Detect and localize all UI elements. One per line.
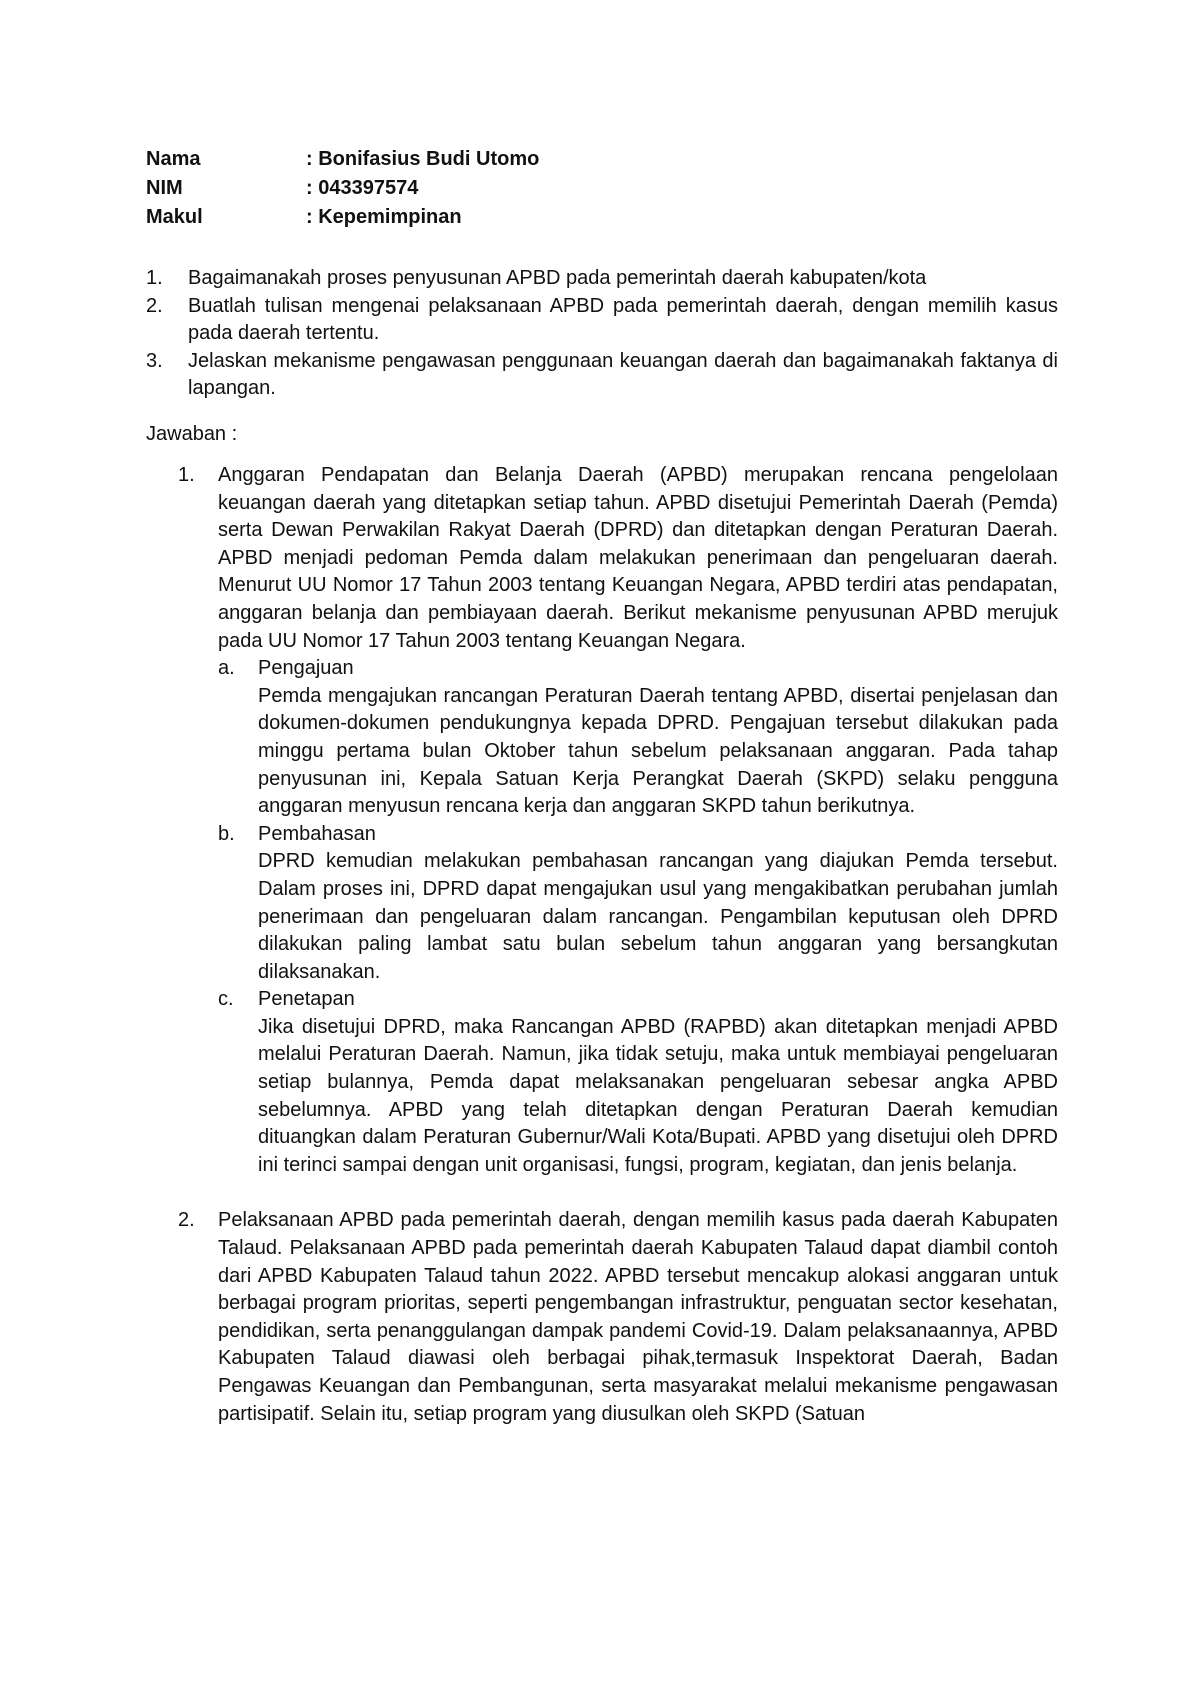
info-value: : Bonifasius Budi Utomo xyxy=(306,148,540,170)
answer-number: 2. xyxy=(178,1209,195,1232)
sub-point-text: DPRD kemudian melakukan pembahasan rancangan yang diajukan Pemda tersebut. Dalam proses ini, DPRD dapat mengajukan usul yang mengakibatkan perubahan jumlah penerimaan dan pengeluaran dalam rancangan. Pengambilan keputusan oleh DPRD dilakukan paling lambat satu bulan sebelum tahun anggaran yang bersangkutan dilaksanakan. xyxy=(258,850,1058,983)
sub-point-title: Pengajuan xyxy=(258,657,354,680)
sub-point xyxy=(218,986,1058,1179)
sub-point-body xyxy=(258,821,1058,987)
sub-point-number: c. xyxy=(218,988,234,1011)
spacer xyxy=(178,1179,1058,1207)
sub-point-body xyxy=(258,655,1058,821)
info-label: Nama xyxy=(146,148,201,170)
sub-point-number: a. xyxy=(218,657,235,680)
question-text: Buatlah tulisan mengenai pelaksanaan APBD pada pemerintah daerah, dengan memilih kasus pada daerah tertentu. xyxy=(188,294,1058,344)
info-row-nama xyxy=(146,145,539,174)
info-row-nim xyxy=(146,174,539,203)
student-info xyxy=(146,145,539,232)
question-item xyxy=(146,293,1058,348)
sub-point-title: Pembahasan xyxy=(258,822,376,845)
info-value: : 043397574 xyxy=(306,177,419,199)
answer-list xyxy=(178,462,1058,1428)
question-number: 3. xyxy=(146,349,163,372)
answer-intro: Anggaran Pendapatan dan Belanja Daerah (APBD) merupakan rencana pengelolaan keuangan daerah yang ditetapkan setiap tahun. APBD disetujui Pemerintah Daerah (Pemda) serta Dewan Perwakilan Rakyat Daerah (DPRD) dan ditetapkan dengan Peraturan Daerah. APBD menjadi pedoman Pemda dalam melakukan penerimaan dan pengeluaran daerah. Menurut UU Nomor 17 Tahun 2003 tentang Keuangan Negara, APBD terdiri atas pendapatan, anggaran belanja dan pembiayaan daerah. Berikut mekanisme penyusunan APBD merujuk pada UU Nomor 17 Tahun 2003 tentang Keuangan Negara. xyxy=(218,464,1058,652)
answer-text: Pelaksanaan APBD pada pemerintah daerah, dengan memilih kasus pada daerah Kabupaten Talaud. Pelaksanaan APBD pada pemerintah daerah Kabupaten Talaud dapat diambil contoh dari APBD Kabupaten Talaud tahun 2022. APBD tersebut mencakup alokasi anggaran untuk berbagai program prioritas, seperti pengembangan infrastruktur, penguatan sector kesehatan, pendidikan, serta penanggulangan dampak pandemi Covid-19. Dalam pelaksanaannya, APBD Kabupaten Talaud diawasi oleh berbagai pihak,termasuk Inspektorat Daerah, Badan Pengawas Keuangan dan Pembangunan, serta masyarakat melalui mekanisme pengawasan partisipatif. Selain itu, setiap program yang diusulkan oleh SKPD (Satuan xyxy=(218,1209,1058,1425)
question-number: 1. xyxy=(146,267,163,289)
answer-number: 1. xyxy=(178,464,195,486)
question-item xyxy=(146,265,1058,293)
info-value: : Kepemimpinan xyxy=(306,206,462,228)
info-label: NIM xyxy=(146,177,183,199)
question-text: Jelaskan mekanisme pengawasan penggunaan keuangan daerah dan bagaimanakah faktanya di lapangan. xyxy=(188,349,1058,399)
answer-item xyxy=(178,1207,1058,1428)
sub-point-text: Jika disetujui DPRD, maka Rancangan APBD (RAPBD) akan ditetapkan menjadi APBD melalui Peraturan Daerah. Namun, jika tidak setuju, maka untuk membiayai pengeluaran setiap bulannya, Pemda dapat melaksanakan pengeluaran sebesar angka APBD sebelumnya. APBD yang telah ditetapkan dengan Peraturan Daerah kemudian dituangkan dalam Peraturan Gubernur/Wali Kota/Bupati. APBD yang disetujui oleh DPRD ini terinci sampai dengan unit organisasi, fungsi, program, kegiatan, dan jenis belanja. xyxy=(258,1015,1058,1176)
question-text: Bagaimanakah proses penyusunan APBD pada pemerintah daerah kabupaten/kota xyxy=(188,267,927,289)
answer-item xyxy=(178,462,1058,1179)
sub-point-text: Pemda mengajukan rancangan Peraturan Daerah tentang APBD, disertai penjelasan dan dokumen-dokumen pendukungnya kepada DPRD. Pengajuan tersebut dilakukan pada minggu pertama bulan Oktober tahun sebelum pelaksanaan anggaran. Pada tahap penyusunan ini, Kepala Satuan Kerja Perangkat Daerah (SKPD) selaku pengguna anggaran menyusun rencana kerja dan anggaran SKPD tahun berikutnya. xyxy=(258,684,1058,818)
sub-point-body xyxy=(258,986,1058,1179)
answer-heading: Jawaban : xyxy=(146,423,238,445)
sub-point-number: b. xyxy=(218,822,235,845)
sub-point xyxy=(218,821,1058,987)
question-list xyxy=(146,265,1058,403)
sub-point xyxy=(218,655,1058,821)
info-row-makul xyxy=(146,203,539,232)
question-number: 2. xyxy=(146,294,163,317)
answer-body xyxy=(218,462,1058,1179)
info-label: Makul xyxy=(146,206,203,228)
sub-point-title: Penetapan xyxy=(258,988,355,1011)
question-item xyxy=(146,348,1058,403)
